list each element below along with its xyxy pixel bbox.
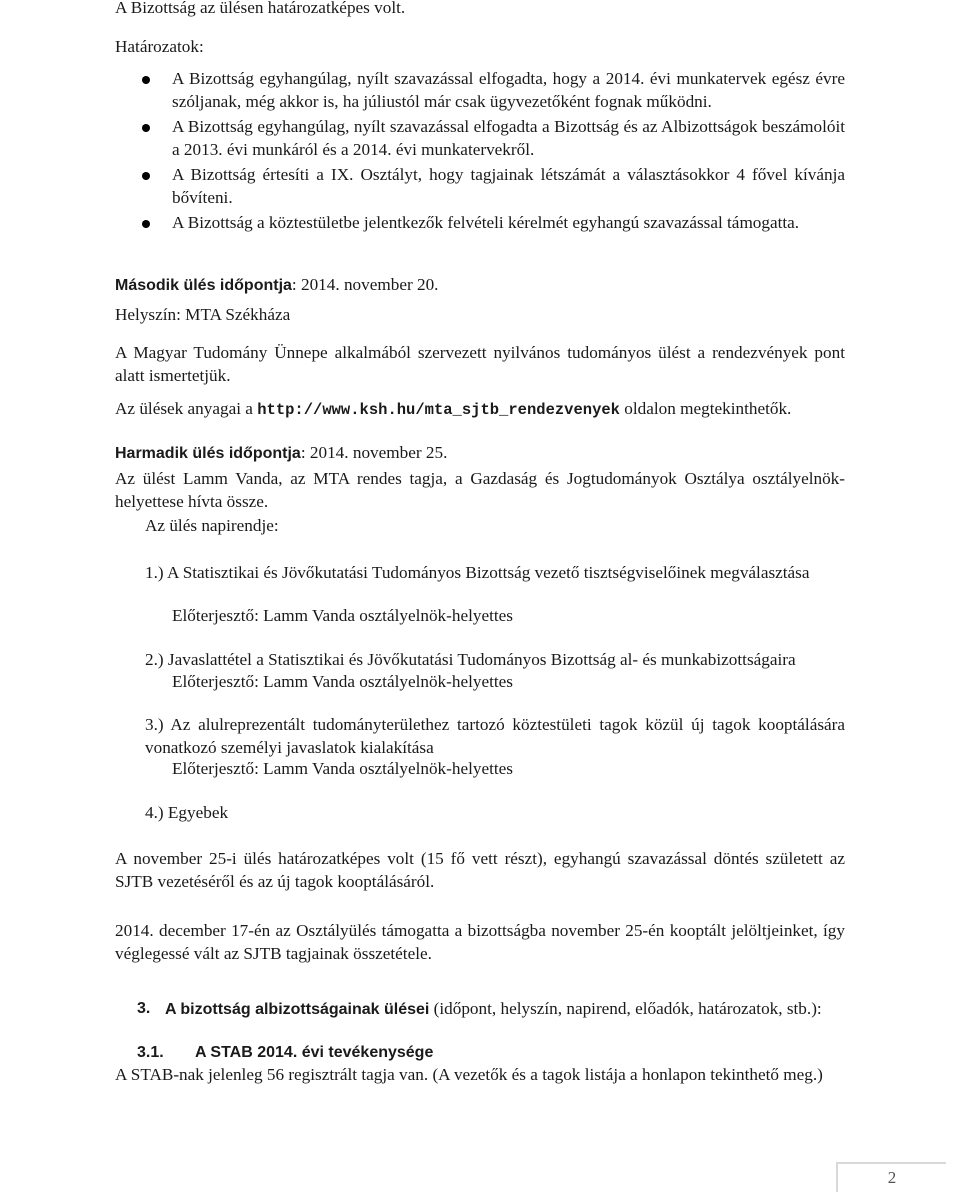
second-meeting-heading: Második ülés időpontja: 2014. november 20. (115, 275, 439, 294)
section-3-heading: 3. A bizottság albizottságainak ülései (időpont, helyszín, napirend, előadók, határozatok, stb.): (137, 999, 822, 1018)
materials-text: Az ülések anyagai a http://www.ksh.hu/mta_sjtb_rendezvenyek oldalon megtekinthetők. (115, 399, 792, 419)
resolutions-label: Határozatok: (115, 37, 204, 56)
meeting-followup: 2014. december 17-én az Osztályülés támogatta a bizottságba november 25-én kooptált jelöltjeinket, így véglegessé vált az SJTB tagjainak összetétele. (115, 921, 845, 963)
meeting-outcome: A november 25-i ülés határozatképes volt (15 fő vett részt), egyhangú szavazással döntés született az SJTB vezetéséről és az új tagok kooptálásáról. (115, 849, 845, 891)
list-item: A Bizottság egyhangúlag, nyílt szavazással elfogadta, hogy a 2014. évi munkatervek egész évre szóljanak, még akkor is, ha júliustól már csak ügyvezetőként fognak működni. (115, 67, 845, 113)
list-item: A Bizottság egyhangúlag, nyílt szavazással elfogadta a Bizottság és az Albizottságok beszámolóit a 2013. évi munkáról és a 2014. évi munkatervekről. (115, 115, 845, 161)
bullet-icon (142, 220, 150, 228)
bullet-icon (142, 124, 150, 132)
section-3-1-text: A STAB-nak jelenleg 56 regisztrált tagja van. (A vezetők és a tagok listája a honlapon tekinthető meg.) (115, 1065, 823, 1084)
list-item: A Bizottság értesíti a IX. Osztályt, hogy tagjainak létszámát a választásokkor 4 fővel kívánja bővíteni. (115, 163, 845, 209)
resolutions-list (115, 67, 845, 234)
agenda-item-3: 3.) Az alulreprezentált tudományterülethez tartozó köztestületi tagok közül új tagok kooptálására vonatkozó személyi javaslatok kialakítása (145, 715, 845, 757)
agenda-item-4: 4.) Egyebek (145, 803, 229, 822)
bullet-icon (142, 172, 150, 180)
bullet-icon (142, 76, 150, 84)
page-number: 2 (836, 1162, 946, 1192)
agenda-item-2-presenter: Előterjesztő: Lamm Vanda osztályelnök-helyettes (172, 672, 513, 691)
agenda-label: Az ülés napirendje: (145, 516, 279, 535)
quorum-text: A Bizottság az ülésen határozatképes volt. (115, 0, 406, 17)
second-meeting-location: Helyszín: MTA Székháza (115, 305, 291, 324)
third-meeting-convened: Az ülést Lamm Vanda, az MTA rendes tagja, a Gazdaság és Jogtudományok Osztálya osztályelnök-helyettese hívta össze. (115, 469, 845, 511)
agenda-item-2: 2.) Javaslattétel a Statisztikai és Jövőkutatási Tudományos Bizottság al- és munkabizottságaira (145, 650, 796, 669)
agenda-item-1-presenter: Előterjesztő: Lamm Vanda osztályelnök-helyettes (172, 606, 513, 625)
third-meeting-heading: Harmadik ülés időpontja: 2014. november 25. (115, 443, 448, 462)
agenda-item-1: 1.) A Statisztikai és Jövőkutatási Tudományos Bizottság vezető tisztségviselőinek megválasztása (145, 563, 810, 582)
agenda-item-3-presenter: Előterjesztő: Lamm Vanda osztályelnök-helyettes (172, 759, 513, 778)
list-item: A Bizottság a köztestületbe jelentkezők felvételi kérelmét egyhangú szavazással támogatta. (115, 211, 845, 234)
materials-link[interactable]: http://www.ksh.hu/mta_sjtb_rendezvenyek (257, 401, 620, 419)
second-meeting-description: A Magyar Tudomány Ünnepe alkalmából szervezett nyilvános tudományos ülést a rendezvények pont alatt ismertetjük. (115, 343, 845, 385)
